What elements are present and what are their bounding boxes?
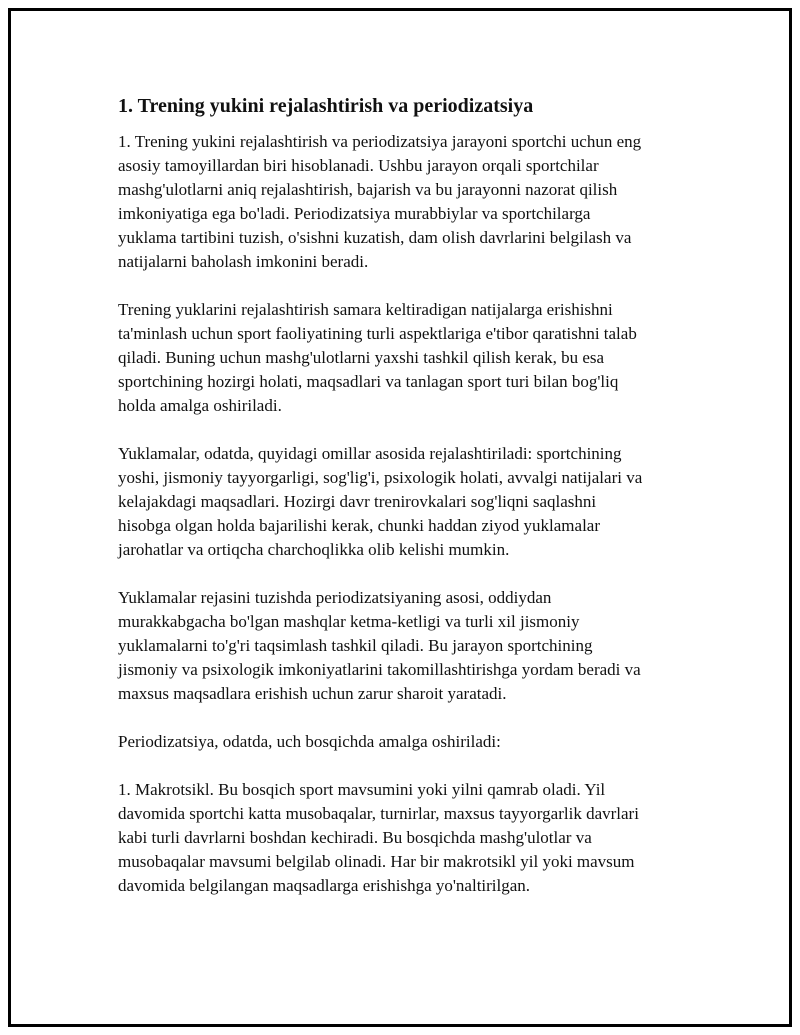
text-line: 1. Trening yukini rejalashtirish va periodizatsiya jarayoni sportchi uchun eng <box>118 132 642 151</box>
text-line: yoshi, jismoniy tayyorgarligi, sog'lig'i, psixologik holati, avvalgi natijalari va <box>118 468 643 487</box>
paragraph-3 <box>118 442 698 562</box>
text-line: davomida belgilangan maqsadlarga erishishga yo'naltirilgan. <box>118 876 531 895</box>
text-line: 1. Makrotsikl. Bu bosqich sport mavsumini yoki yilni qamrab oladi. Yil <box>118 780 606 799</box>
text-line: jismoniy va psixologik imkoniyatlarini takomillashtirishga yordam beradi va <box>118 660 641 679</box>
document-title: 1. Trening yukini rejalashtirish va periodizatsiya <box>118 95 534 117</box>
paragraph-6 <box>118 778 698 898</box>
text-line: Periodizatsiya, odatda, uch bosqichda amalga oshiriladi: <box>118 732 501 751</box>
text-line: yuklama tartibini tuzish, o'sishni kuzatish, dam olish davrlarini belgilash va <box>118 228 632 247</box>
text-line: asosiy tamoyillardan biri hisoblanadi. Ushbu jarayon orqali sportchilar <box>118 156 599 175</box>
paragraph-4 <box>118 586 698 706</box>
text-line: maxsus maqsadlara erishish uchun zarur sharoit yaratadi. <box>118 684 507 703</box>
text-line: qiladi. Buning uchun mashg'ulotlarni yaxshi tashkil qilish kerak, bu esa <box>118 348 605 367</box>
text-line: Yuklamalar rejasini tuzishda periodizatsiyaning asosi, oddiydan <box>118 588 552 607</box>
text-line: kelajakdagi maqsadlari. Hozirgi davr trenirovkalari sog'liqni saqlashni <box>118 492 597 511</box>
text-line: hisobga olgan holda bajarilishi kerak, chunki haddan ziyod yuklamalar <box>118 516 601 535</box>
text-line: Yuklamalar, odatda, quyidagi omillar asosida rejalashtiriladi: sportchining <box>118 444 622 463</box>
text-line: mashg'ulotlarni aniq rejalashtirish, bajarish va bu jarayonni nazorat qilish <box>118 180 618 199</box>
text-line: ta'minlash uchun sport faoliyatining turli aspektlariga e'tibor qaratishni talab <box>118 324 637 343</box>
text-line: natijalarni baholash imkonini beradi. <box>118 252 369 271</box>
text-line: kabi turli davrlarni boshdan kechiradi. Bu bosqichda mashg'ulotlar va <box>118 828 592 847</box>
text-line: imkoniyatiga ega bo'ladi. Periodizatsiya murabbiylar va sportchilarga <box>118 204 591 223</box>
paragraph-5 <box>118 730 698 754</box>
paragraph-1 <box>118 130 698 274</box>
document-body <box>118 92 698 922</box>
text-line: yuklamalarni to'g'ri taqsimlash tashkil qiladi. Bu jarayon sportchining <box>118 636 593 655</box>
text-line: murakkabgacha bo'lgan mashqlar ketma-ketligi va turli xil jismoniy <box>118 612 580 631</box>
text-line: holda amalga oshiriladi. <box>118 396 282 415</box>
text-line: davomida sportchi katta musobaqalar, turnirlar, maxsus tayyorgarlik davrlari <box>118 804 639 823</box>
text-line: sportchining hozirgi holati, maqsadlari va tanlagan sport turi bilan bog'liq <box>118 372 619 391</box>
text-line: Trening yuklarini rejalashtirish samara keltiradigan natijalarga erishishni <box>118 300 613 319</box>
text-line: musobaqalar mavsumi belgilab olinadi. Har bir makrotsikl yil yoki mavsum <box>118 852 635 871</box>
paragraph-2 <box>118 298 698 418</box>
text-line: jarohatlar va ortiqcha charchoqlikka olib kelishi mumkin. <box>118 540 510 559</box>
